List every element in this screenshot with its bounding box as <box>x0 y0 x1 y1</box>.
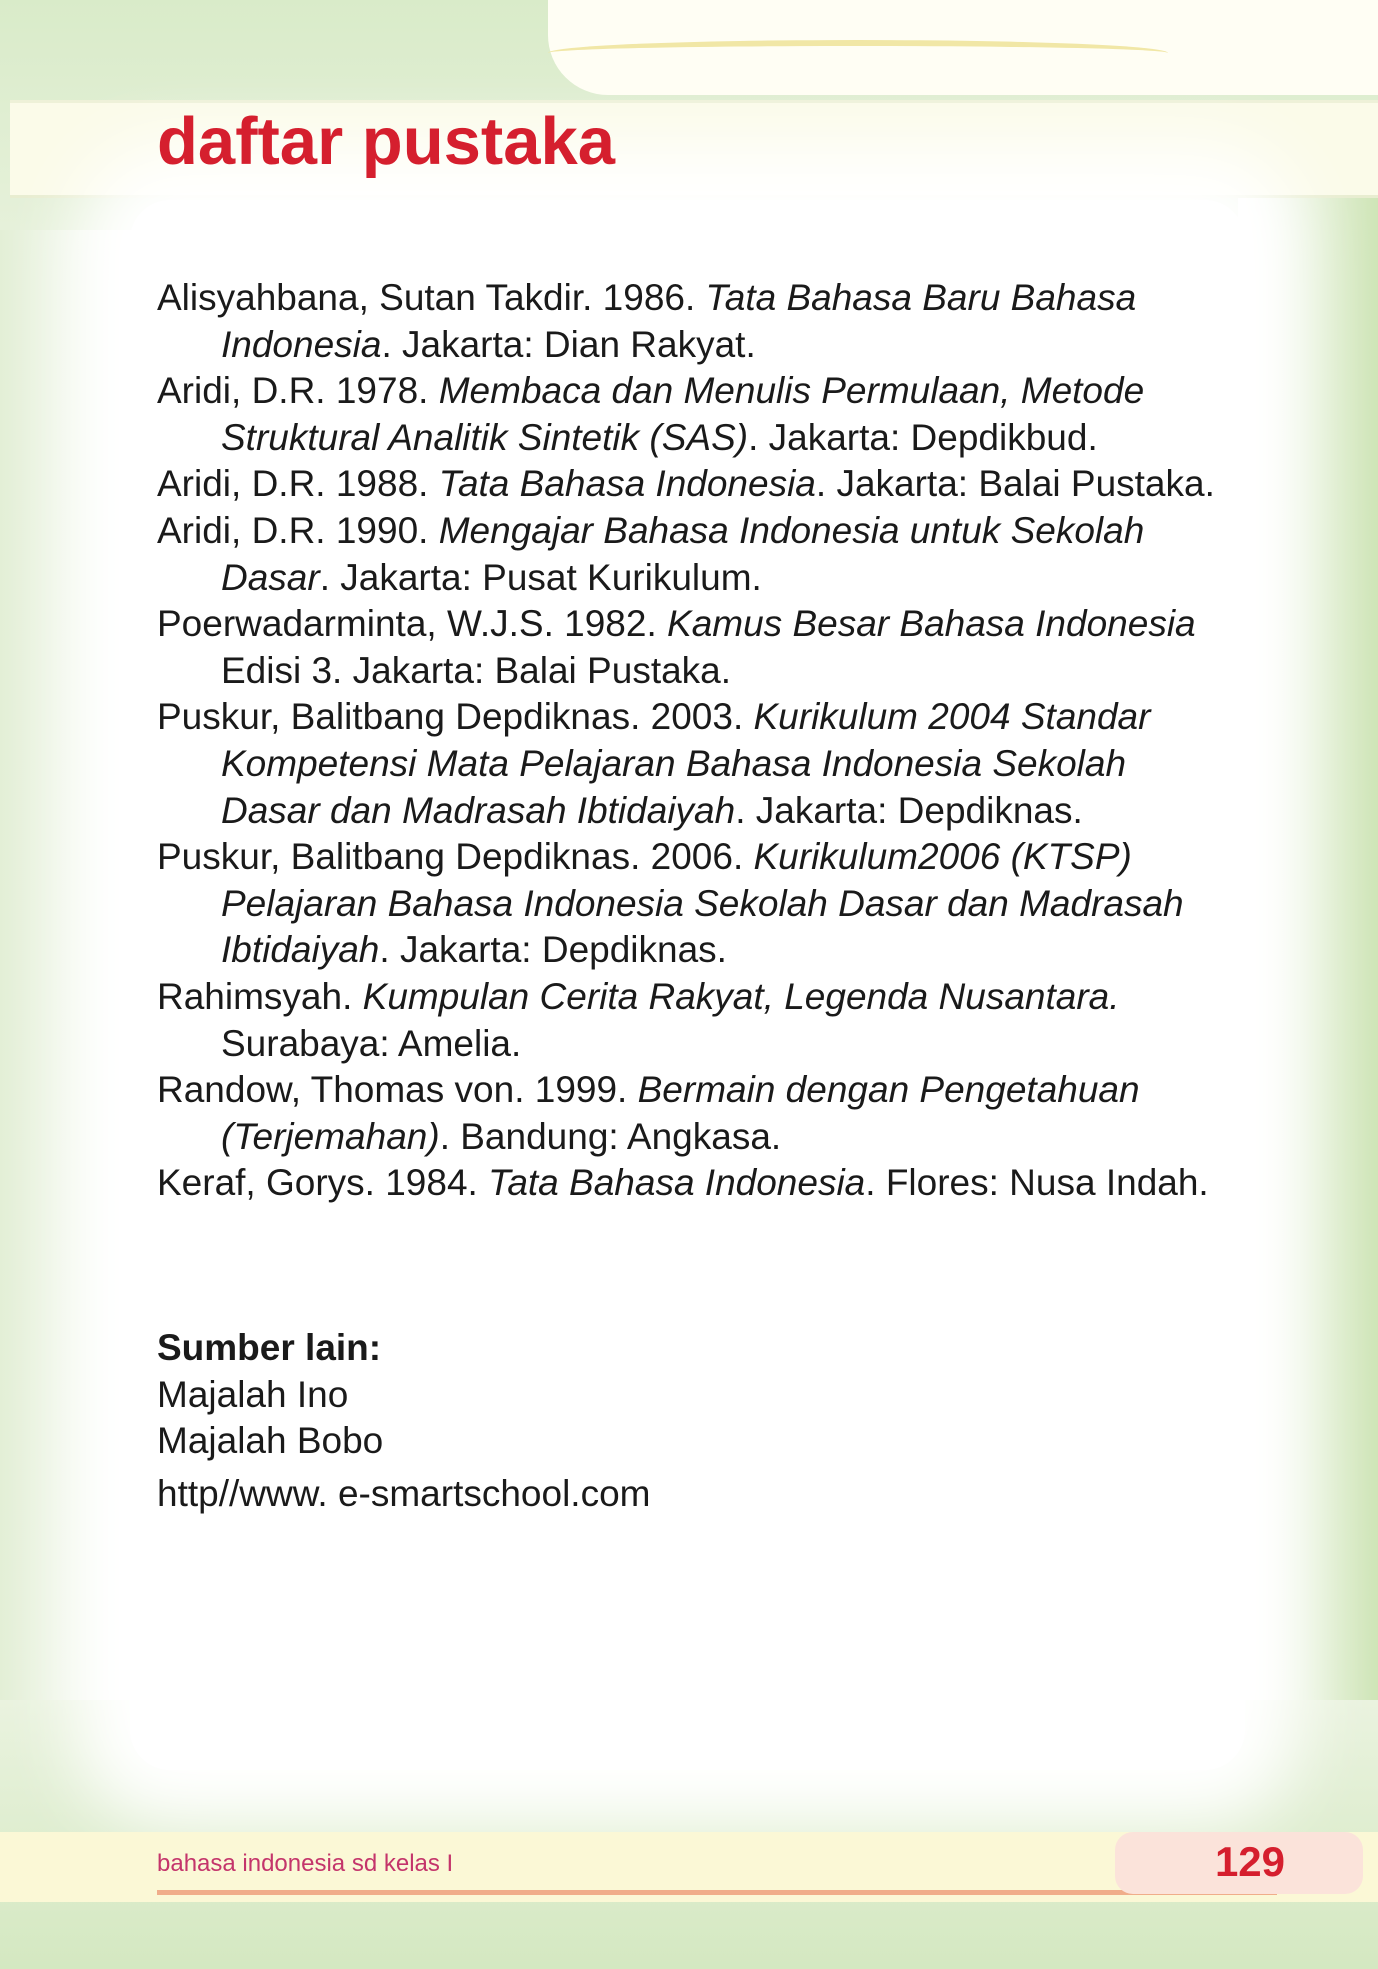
left-background-fade <box>0 230 150 1810</box>
reference-publisher: . Jakarta: Depdikbud. <box>748 416 1098 458</box>
reference-publisher: . Jakarta: Dian Rakyat. <box>381 323 756 365</box>
reference-title: Kurikulum 2004 Standar Kompetensi Mata Pelajaran Bahasa Indonesia Sekolah Dasar dan Madrasah Ibtidaiyah <box>221 696 1151 831</box>
reference-author: Alisyahbana, Sutan Takdir. 1986. <box>157 277 706 318</box>
page-title: daftar pustaka <box>157 104 615 179</box>
reference-title: Kurikulum2006 (KTSP) Pelajaran Bahasa Indonesia Sekolah Dasar dan Madrasah Ibtidaiyah <box>221 836 1184 971</box>
header-cream-tab <box>548 0 1378 95</box>
reference-title: Mengajar Bahasa Indonesia untuk Sekolah Dasar <box>221 509 1145 598</box>
reference-publisher: . Jakarta: Pusat Kurikulum. <box>319 556 762 598</box>
reference-item <box>157 601 1217 694</box>
reference-title: Tata Bahasa Indonesia <box>488 1162 866 1204</box>
reference-publisher: Surabaya: Amelia. <box>221 1022 522 1064</box>
reference-item <box>157 461 1217 508</box>
reference-title: Kamus Besar Bahasa Indonesia <box>667 603 1196 645</box>
footer-divider <box>157 1890 1277 1895</box>
reference-author: Puskur, Balitbang Depdiknas. 2003. <box>157 696 754 738</box>
reference-publisher: . Jakarta: Depdiknas. <box>735 789 1083 831</box>
reference-item <box>157 275 1217 368</box>
reference-author: Aridi, D.R. 1990. <box>157 509 439 551</box>
reference-author: Randow, Thomas von. 1999. <box>157 1069 638 1111</box>
reference-list <box>157 275 1217 1207</box>
reference-item <box>157 1067 1217 1160</box>
reference-item <box>157 368 1217 461</box>
reference-publisher: . Jakarta: Balai Pustaka. <box>815 463 1215 505</box>
other-source-item: Majalah Ino <box>157 1373 349 1415</box>
reference-publisher: . Flores: Nusa Indah. <box>865 1162 1209 1204</box>
reference-publisher: . Jakarta: Depdiknas. <box>379 929 727 971</box>
reference-author: Keraf, Gorys. 1984. <box>157 1162 489 1204</box>
reference-author: Aridi, D.R. 1988. <box>157 463 439 505</box>
other-source-link: http//www. e-smartschool.com <box>157 1472 651 1514</box>
reference-author: Poerwadarminta, W.J.S. 1982. <box>157 603 668 645</box>
reference-author: Aridi, D.R. 1978. <box>157 370 439 412</box>
reference-item <box>157 694 1217 834</box>
reference-title: Tata Bahasa Baru Bahasa Indonesia <box>221 277 1137 365</box>
reference-author: Puskur, Balitbang Depdiknas. 2006. <box>157 836 754 878</box>
reference-publisher: . Bandung: Angkasa. <box>439 1115 782 1157</box>
page-number: 129 <box>1214 1838 1286 1885</box>
footer-book-title: bahasa indonesia sd kelas I <box>157 1850 454 1877</box>
reference-author: Rahimsyah. <box>157 975 363 1017</box>
reference-title: Kumpulan Cerita Rakyat, Legenda Nusantara. <box>362 975 1120 1017</box>
reference-title: Membaca dan Menulis Permulaan, Metode Struktural Analitik Sintetik (SAS) <box>221 370 1145 458</box>
reference-title: Tata Bahasa Indonesia <box>438 463 816 505</box>
reference-title: Bermain dengan Pengetahuan (Terjemahan) <box>221 1069 1140 1157</box>
reference-item <box>157 834 1217 974</box>
reference-publisher: Edisi 3. Jakarta: Balai Pustaka. <box>221 649 732 691</box>
other-sources-heading: Sumber lain: <box>157 1327 382 1368</box>
other-source-item: Majalah Bobo <box>157 1420 384 1462</box>
reference-item <box>157 974 1217 1067</box>
other-sources <box>157 1325 1157 1517</box>
right-background-fade <box>1238 190 1378 1830</box>
reference-item <box>157 1160 1217 1207</box>
reference-item <box>157 508 1217 601</box>
